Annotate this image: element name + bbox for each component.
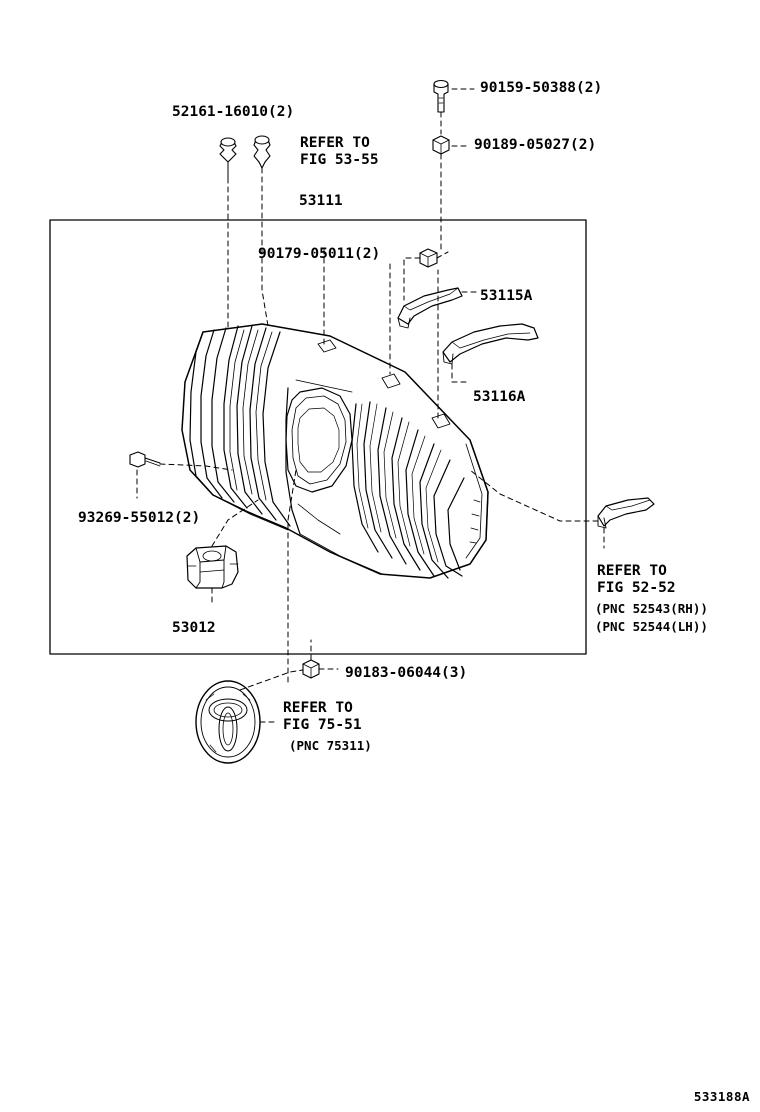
label-53116a: 53116A xyxy=(473,389,526,405)
label-pnc-75311: (PNC 75311) xyxy=(289,738,372,753)
label-refer-fig-52-52: REFER TO FIG 52-52 xyxy=(597,563,676,596)
label-93269-55012: 93269-55012(2) xyxy=(78,510,201,526)
label-90179-05011: 90179-05011(2) xyxy=(258,246,381,262)
label-pnc-52543: (PNC 52543(RH)) xyxy=(595,601,708,616)
label-53111: 53111 xyxy=(299,193,343,209)
label-refer-fig-53-55: REFER TO FIG 53-55 xyxy=(300,135,379,168)
label-53115a: 53115A xyxy=(480,288,533,304)
label-pnc-52544: (PNC 52544(LH)) xyxy=(595,619,708,634)
label-53012: 53012 xyxy=(172,620,216,636)
label-90189-05027: 90189-05027(2) xyxy=(474,137,597,153)
diagram-footer-code: 533188A xyxy=(693,1089,750,1104)
label-90183-06044: 90183-06044(3) xyxy=(345,665,468,681)
label-refer-fig-75-51: REFER TO FIG 75-51 xyxy=(283,700,362,733)
label-90159-50388: 90159-50388(2) xyxy=(480,80,603,96)
label-52161-16010: 52161-16010(2) xyxy=(172,104,295,120)
